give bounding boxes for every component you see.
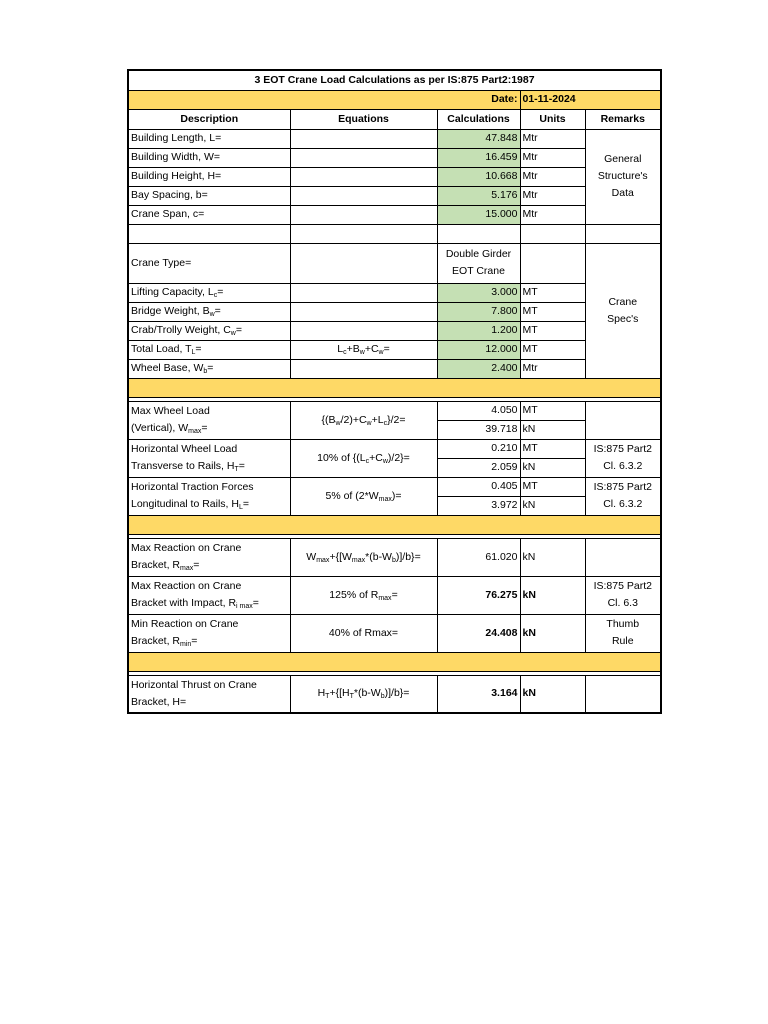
- crane-type-unit: [520, 243, 585, 283]
- min-reaction-label: Min Reaction on Crane Bracket, $R_{min}=$: [128, 614, 290, 652]
- table-row: [128, 243, 661, 283]
- header-remarks: Remarks: [585, 109, 661, 129]
- crane-type-value[interactable]: Double Girder EOT Crane: [437, 243, 520, 283]
- impact-reaction-value[interactable]: 76.275: [437, 576, 520, 614]
- wheel-base-label: Wheel Base, $W_b=$: [128, 359, 290, 378]
- traction-force-remark: IS:875 Part2 Cl. 6.3.2: [585, 477, 661, 515]
- wheel-base-value[interactable]: 2.400: [437, 359, 520, 378]
- table-row: [128, 576, 661, 614]
- bridge-weight-unit: MT: [520, 302, 585, 321]
- traction-force-unit-kn: kN: [520, 496, 585, 515]
- crane-type-label: Crane Type=: [128, 243, 290, 283]
- impact-reaction-equation: 125% of $R_{max}=$: [290, 576, 437, 614]
- building-length-value[interactable]: 47.848: [437, 129, 520, 148]
- table-row: [128, 359, 661, 378]
- lifting-capacity-unit: MT: [520, 283, 585, 302]
- table-row: [128, 129, 661, 148]
- traction-force-kn[interactable]: 3.972: [437, 496, 520, 515]
- crane-spec-remark: Crane Spec's: [585, 243, 661, 378]
- table-row: [128, 302, 661, 321]
- max-wheel-load-kn[interactable]: 39.718: [437, 420, 520, 439]
- building-length-label: Building Length, L=: [128, 129, 290, 148]
- building-height-unit: Mtr: [520, 167, 585, 186]
- bay-spacing-label: Bay Spacing, b=: [128, 186, 290, 205]
- bridge-weight-value[interactable]: 7.800: [437, 302, 520, 321]
- table-row: [128, 148, 661, 167]
- crab-weight-unit: MT: [520, 321, 585, 340]
- header-units: Units: [520, 109, 585, 129]
- building-width-label: Building Width, W=: [128, 148, 290, 167]
- impact-reaction-remark: IS:875 Part2 Cl. 6.3: [585, 576, 661, 614]
- crane-span-equation: [290, 205, 437, 224]
- horizontal-thrust-equation: $H_T+\{[H_T*(b-W_b)]/b\}=$: [290, 675, 437, 713]
- section-band: [128, 378, 661, 397]
- date-label: Date:: [128, 90, 520, 109]
- bridge-weight-label: Bridge Weight, $B_w=$: [128, 302, 290, 321]
- max-wheel-load-remark: [585, 401, 661, 439]
- crane-type-equation: [290, 243, 437, 283]
- horizontal-thrust-remark: [585, 675, 661, 713]
- traction-force-label: Horizontal Traction Forces Longitudinal to Rails, $H_L=$: [128, 477, 290, 515]
- max-wheel-load-unit-kn: kN: [520, 420, 585, 439]
- bay-spacing-equation: [290, 186, 437, 205]
- crab-weight-label: Crab/Trolly Weight, $C_w=$: [128, 321, 290, 340]
- lifting-capacity-equation: [290, 283, 437, 302]
- traction-force-unit-mt: MT: [520, 477, 585, 496]
- table-row: [128, 283, 661, 302]
- general-structure-remark: General Structure's Data: [585, 129, 661, 224]
- horizontal-thrust-label: Horizontal Thrust on Crane Bracket, H=: [128, 675, 290, 713]
- crab-weight-value[interactable]: 1.200: [437, 321, 520, 340]
- table-row: [128, 477, 661, 496]
- max-wheel-load-equation: $\{(B_w/2)+C_w+L_c\}/2=$: [290, 401, 437, 439]
- crab-weight-equation: [290, 321, 437, 340]
- building-length-unit: Mtr: [520, 129, 585, 148]
- horizontal-wheel-load-remark: IS:875 Part2 Cl. 6.3.2: [585, 439, 661, 477]
- building-width-unit: Mtr: [520, 148, 585, 167]
- header-description: Description: [128, 109, 290, 129]
- min-reaction-value[interactable]: 24.408: [437, 614, 520, 652]
- building-length-equation: [290, 129, 437, 148]
- table-row: [128, 340, 661, 359]
- crane-span-label: Crane Span, c=: [128, 205, 290, 224]
- min-reaction-equation: 40% of Rmax=: [290, 614, 437, 652]
- max-reaction-value[interactable]: 61.020: [437, 538, 520, 576]
- horizontal-wheel-load-unit-mt: MT: [520, 439, 585, 458]
- header-calculations: Calculations: [437, 109, 520, 129]
- total-load-equation: $L_c+B_w+C_w=$: [290, 340, 437, 359]
- min-reaction-remark: Thumb Rule: [585, 614, 661, 652]
- bay-spacing-value[interactable]: 5.176: [437, 186, 520, 205]
- header-equations: Equations: [290, 109, 437, 129]
- traction-force-equation: 5% of $(2*W_{max})=$: [290, 477, 437, 515]
- table-row: [128, 401, 661, 420]
- lifting-capacity-value[interactable]: 3.000: [437, 283, 520, 302]
- crane-load-sheet: [127, 69, 662, 714]
- section-band: [128, 515, 661, 534]
- impact-reaction-label: Max Reaction on Crane Bracket with Impact, $R_{i max}=$: [128, 576, 290, 614]
- bridge-weight-equation: [290, 302, 437, 321]
- max-wheel-load-unit-mt: MT: [520, 401, 585, 420]
- crane-span-value[interactable]: 15.000: [437, 205, 520, 224]
- wheel-base-unit: Mtr: [520, 359, 585, 378]
- wheel-base-equation: [290, 359, 437, 378]
- max-reaction-equation: $W_{max}+\{[W_{max}*(b-W_b)]/b\}=$: [290, 538, 437, 576]
- table-row: [128, 205, 661, 224]
- crane-span-unit: Mtr: [520, 205, 585, 224]
- table-row: [128, 614, 661, 652]
- max-reaction-label: Max Reaction on Crane Bracket, $R_{max}=$: [128, 538, 290, 576]
- building-width-value[interactable]: 16.459: [437, 148, 520, 167]
- sheet-title: 3 EOT Crane Load Calculations as per IS:875 Part2:1987: [128, 70, 661, 90]
- building-height-value[interactable]: 10.668: [437, 167, 520, 186]
- bay-spacing-unit: Mtr: [520, 186, 585, 205]
- traction-force-mt[interactable]: 0.405: [437, 477, 520, 496]
- spacer-row: [128, 224, 661, 243]
- building-width-equation: [290, 148, 437, 167]
- horizontal-wheel-load-unit-kn: kN: [520, 458, 585, 477]
- horizontal-wheel-load-kn[interactable]: 2.059: [437, 458, 520, 477]
- max-reaction-remark: [585, 538, 661, 576]
- horizontal-wheel-load-mt[interactable]: 0.210: [437, 439, 520, 458]
- horizontal-wheel-load-equation: 10% of $\{(L_c+C_w)/2\}=$: [290, 439, 437, 477]
- table-row: [128, 167, 661, 186]
- total-load-label: Total Load, $T_L=$: [128, 340, 290, 359]
- max-wheel-load-label: Max Wheel Load (Vertical), $W_{max}=$: [128, 401, 290, 439]
- building-height-equation: [290, 167, 437, 186]
- impact-reaction-unit: kN: [520, 576, 585, 614]
- table-row: [128, 439, 661, 458]
- table-row: [128, 538, 661, 576]
- horizontal-wheel-load-label: Horizontal Wheel Load Transverse to Rails, $H_T=$: [128, 439, 290, 477]
- section-band: [128, 652, 661, 671]
- min-reaction-unit: kN: [520, 614, 585, 652]
- horizontal-thrust-value[interactable]: 3.164: [437, 675, 520, 713]
- table-row: [128, 186, 661, 205]
- total-load-unit: MT: [520, 340, 585, 359]
- total-load-value[interactable]: 12.000: [437, 340, 520, 359]
- horizontal-thrust-unit: kN: [520, 675, 585, 713]
- max-reaction-unit: kN: [520, 538, 585, 576]
- table-row: [128, 675, 661, 713]
- lifting-capacity-label: Lifting Capacity, $L_c=$: [128, 283, 290, 302]
- building-height-label: Building Height, H=: [128, 167, 290, 186]
- table-row: [128, 321, 661, 340]
- max-wheel-load-mt[interactable]: 4.050: [437, 401, 520, 420]
- date-value[interactable]: 01-11-2024: [520, 90, 661, 109]
